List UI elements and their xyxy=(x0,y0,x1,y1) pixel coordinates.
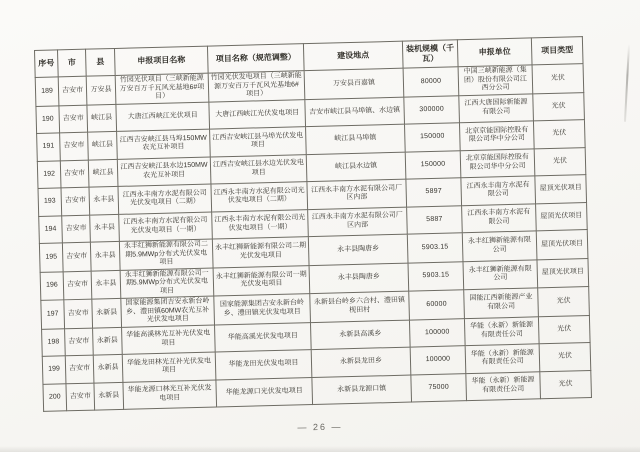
cell-city: 吉安市 xyxy=(62,242,91,271)
cell-no: 193 xyxy=(38,188,62,216)
cell-city: 吉安市 xyxy=(63,271,92,300)
cell-capacity: 5903.15 xyxy=(408,261,464,291)
cell-applicant: 华能（永新）新能源有限责任公司 xyxy=(464,316,539,345)
scan-artifact-mark xyxy=(624,44,630,122)
cell-adjusted-name: 竹园光伏发电项目（三峡新能源万安百万千瓦风光基地6#项目） xyxy=(208,71,305,102)
cell-location: 永丰县陶唐乡 xyxy=(309,263,409,294)
cell-city: 吉安市 xyxy=(61,187,90,215)
column-header-county: 县 xyxy=(85,48,115,76)
cell-location: 峡江县马埠镇 xyxy=(306,124,406,154)
cell-applicant: 江西永丰南方水泥有限公司 xyxy=(462,203,537,232)
cell-county: 永丰县 xyxy=(91,270,121,299)
cell-adjusted-name: 永丰红狮新能源有限公司一期光伏发电项目 xyxy=(213,265,310,296)
cell-applicant: 北京京能国际控股有限公司华中分公司 xyxy=(460,148,535,177)
cell-county: 永新县 xyxy=(93,354,123,382)
cell-type: 光伏 xyxy=(540,370,592,399)
cell-no: 200 xyxy=(43,383,67,411)
cell-applicant: 华能（永新）新能源有限责任公司 xyxy=(466,371,541,400)
cell-city: 吉安市 xyxy=(60,132,89,160)
cell-county: 峡江县 xyxy=(87,104,117,132)
cell-type: 光伏 xyxy=(532,64,584,94)
cell-adjusted-name: 华能高溪光伏发电项目 xyxy=(215,322,312,352)
cell-county: 万安县 xyxy=(86,75,116,104)
cell-county: 永新县 xyxy=(93,327,123,355)
cell-no: 194 xyxy=(39,215,63,243)
cell-location: 江西永丰南方水泥有限公司厂区内部 xyxy=(308,207,408,237)
cell-applicant: 国能江西新能源产业有限公司 xyxy=(464,288,539,318)
cell-city: 吉安市 xyxy=(59,105,88,133)
cell-no: 189 xyxy=(35,77,59,106)
cell-adjusted-name: 大唐江西峡江光伏发电项目 xyxy=(209,99,306,129)
cell-city: 吉安市 xyxy=(60,160,89,188)
cell-location: 峡江县水边镇 xyxy=(306,152,406,182)
cell-no: 192 xyxy=(37,160,61,188)
column-header-no: 序号 xyxy=(35,50,59,78)
cell-county: 峡江县 xyxy=(88,159,118,187)
cell-adjusted-name: 华能龙田光伏发电项目 xyxy=(215,350,312,380)
cell-location: 永新县龙田乡 xyxy=(311,347,411,377)
cell-capacity: 60000 xyxy=(409,290,465,320)
cell-applicant: 江西大唐国际新能源有限公司 xyxy=(459,93,534,122)
cell-county: 永丰县 xyxy=(90,241,120,270)
cell-capacity: 100000 xyxy=(409,318,465,347)
cell-adjusted-name: 华能龙源口光伏发电项目 xyxy=(216,377,313,407)
cell-county: 永丰县 xyxy=(90,214,120,242)
cell-no: 197 xyxy=(41,300,65,329)
page-number: — 26 — xyxy=(297,421,343,433)
column-header-location: 建设地点 xyxy=(303,41,403,70)
cell-applicant: 永丰红狮新能源有限公司 xyxy=(463,259,538,289)
project-table-wrap xyxy=(34,36,591,412)
cell-capacity: 80000 xyxy=(403,67,459,97)
cell-location: 吉安市峡江县马埠镇、水边镇 xyxy=(305,97,405,127)
cell-capacity: 100000 xyxy=(410,346,466,375)
cell-no: 196 xyxy=(40,271,64,300)
cell-city: 吉安市 xyxy=(65,328,94,356)
cell-type: 屋顶光伏项目 xyxy=(536,230,588,260)
cell-no: 198 xyxy=(42,328,66,356)
cell-applicant: 北京京能国际控股有限公司华中分公司 xyxy=(459,121,534,150)
cell-capacity: 150000 xyxy=(405,150,461,179)
cell-capacity: 150000 xyxy=(404,123,460,152)
column-header-capacity: 装机规模（千瓦） xyxy=(402,40,458,68)
cell-city: 吉安市 xyxy=(64,299,93,328)
cell-type: 光伏 xyxy=(533,120,585,149)
cell-no: 195 xyxy=(39,243,63,272)
cell-declared-name: 永丰红狮新能源有限公司二期5.9MWp分布式光伏发电项目 xyxy=(119,239,213,270)
cell-city: 吉安市 xyxy=(58,76,87,105)
cell-type: 屋顶光伏项目 xyxy=(537,258,589,288)
cell-declared-name: 华能龙源口林光互补光伏发电项目 xyxy=(123,380,217,410)
column-header-adjusted-name: 项目名称（规范调整） xyxy=(207,44,304,73)
project-table xyxy=(34,36,592,412)
cell-city: 吉安市 xyxy=(65,355,94,383)
cell-capacity: 5897 xyxy=(406,178,462,207)
cell-applicant: 中国三峡新能源（集团）股份有限公司江西分公司 xyxy=(458,65,533,95)
cell-declared-name: 国家能源集团吉安永新台岭乡、澧田镇60MW农光互补光伏发电项目 xyxy=(121,296,215,327)
cell-declared-name: 永丰红狮新能源有限公司一期5.9MWp分布式光伏发电项目 xyxy=(120,268,214,299)
cell-location: 永新县龙源口镇 xyxy=(312,375,412,405)
cell-capacity: 75000 xyxy=(411,373,467,402)
page-bottom-shade xyxy=(0,446,640,452)
cell-adjusted-name: 江西吉安峡江县水边光伏发电项目 xyxy=(210,154,307,184)
cell-declared-name: 华能高溪林光互补光伏发电项目 xyxy=(122,325,216,355)
cell-location: 永丰县陶唐乡 xyxy=(308,234,408,265)
column-header-city: 市 xyxy=(58,49,87,77)
cell-city: 吉安市 xyxy=(62,215,91,243)
cell-applicant: 江西永丰南方水泥有限公司 xyxy=(461,176,536,205)
cell-adjusted-name: 永丰红狮新能源有限公司二期光伏发电项目 xyxy=(212,237,309,268)
cell-declared-name: 华能龙田林光互补光伏发电项目 xyxy=(122,352,216,382)
cell-location: 永新县高溪乡 xyxy=(310,320,410,350)
cell-type: 光伏 xyxy=(534,147,586,176)
column-header-declared-name: 申报项目名称 xyxy=(114,46,208,75)
cell-city: 吉安市 xyxy=(66,383,95,411)
cell-adjusted-name: 江西吉安峡江县马埠光伏发电项目 xyxy=(210,127,307,157)
cell-type: 光伏 xyxy=(538,315,590,344)
cell-location: 江西永丰南方水泥有限公司厂区内部 xyxy=(307,179,407,209)
cell-county: 峡江县 xyxy=(88,131,118,159)
cell-adjusted-name: 江西永丰南方水泥有限公司光伏发电项目（一期） xyxy=(212,209,309,239)
cell-applicant: 华能（永新）新能源有限责任公司 xyxy=(465,344,540,373)
cell-county: 永新县 xyxy=(92,298,122,327)
cell-declared-name: 江西吉安峡江县马埠150MW农光互补项目 xyxy=(117,129,211,159)
cell-type: 光伏 xyxy=(539,343,591,372)
cell-type: 光伏 xyxy=(533,92,585,121)
cell-no: 191 xyxy=(37,133,61,161)
cell-declared-name: 大唐江西峡江光伏项目 xyxy=(116,102,210,132)
cell-capacity: 300000 xyxy=(404,95,460,124)
cell-no: 199 xyxy=(42,356,66,384)
cell-adjusted-name: 江西永丰南方水泥有限公司光伏发电项目（二期） xyxy=(211,182,308,212)
cell-no: 190 xyxy=(36,105,60,133)
cell-declared-name: 竹园光伏项目（三峡新能源万安百万千瓦风光基地6#项目） xyxy=(115,73,209,104)
cell-capacity: 5887 xyxy=(407,205,463,234)
cell-declared-name: 江西永丰南方水泥有限公司光伏发电项目（一期） xyxy=(119,212,213,242)
cell-county: 永丰县 xyxy=(89,186,119,214)
cell-declared-name: 江西永丰南方水泥有限公司光伏发电项目（二期） xyxy=(118,184,212,214)
cell-location: 万安县百嘉镇 xyxy=(304,68,404,99)
cell-county: 永新县 xyxy=(94,382,124,410)
cell-type: 屋顶光伏项目 xyxy=(535,175,587,204)
column-header-type: 项目类型 xyxy=(531,37,583,65)
cell-type: 屋顶光伏项目 xyxy=(536,202,588,231)
cell-capacity: 5903.15 xyxy=(407,233,463,263)
cell-type: 光伏 xyxy=(538,287,590,317)
cell-adjusted-name: 国家能源集团吉安永新台岭乡、澧田镇光伏发电项目 xyxy=(214,294,311,325)
cell-applicant: 永丰红狮新能源有限公司 xyxy=(462,231,537,261)
column-header-applicant: 申报单位 xyxy=(457,38,532,67)
cell-location: 永新县台岭乡六合村、澧田镇枧田村 xyxy=(310,291,410,322)
cell-declared-name: 江西吉安峡江县水边150MW农光互补项目 xyxy=(117,157,211,187)
